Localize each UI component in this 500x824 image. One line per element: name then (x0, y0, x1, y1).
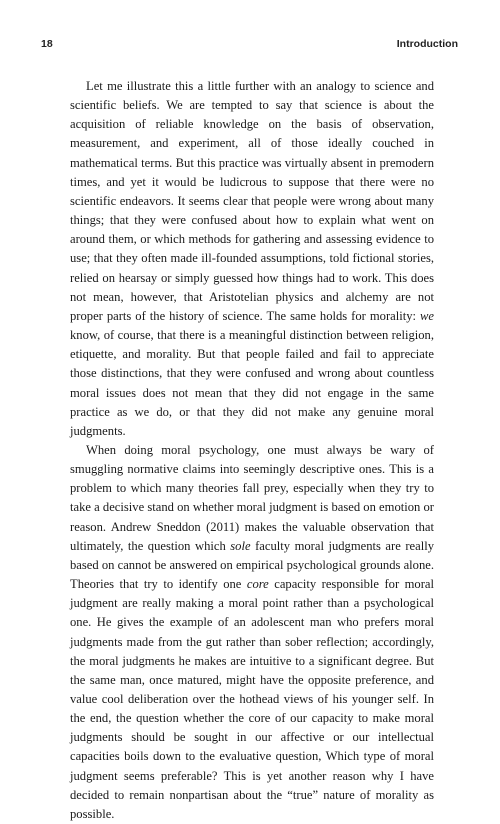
text-run: faculty moral judgments are really based on cannot be answered on empirical psychological grounds alone. Theories that try to identify one (70, 538, 434, 592)
page-number: 18 (41, 38, 53, 50)
italic-text-run: we (420, 308, 434, 323)
text-run: capacity responsible for moral judgment are really making a moral point rather than a psychological one. He gives the example of an adolescent man who prefers moral judgments made from the gut rather than sober reflection; accordingly, the moral judgments he makes are intuitive to a significant degree. But the same man, once matured, might have the opposite preference, and value cool deliberation over the hothead views of his younger self. In the end, the question whether the core of our capacity to make moral judgments should be sought in our affective or our intellectual capacities boils down to the evaluative question, Which type of moral judgment seems preferable? This is yet another reason why I have decided to remain nonpartisan about the “true” nature of morality as possible. (70, 577, 434, 821)
text-run: Let me illustrate this a little further with an analogy to science and scientific beliefs. We are tempted to say that science is about the acquisition of reliable knowledge on the basis of observation, measurement, and experiment, all of those ideally couched in mathematical terms. But this practice was virtually absent in premodern times, and yet it would be ludicrous to suppose that there were no scientific endeavors. It seems clear that people were wrong about many things; that they were confused about how to explain what went on around them, or which methods for gathering and assessing evidence to use; that they often made ill-founded assumptions, told fictional stories, relied on hearsay or simply guessed how things had to work. This does not mean, however, that Aristotelian physics and alchemy are not proper parts of the history of science. The same holds for morality: (70, 79, 434, 323)
text-run: When doing moral psychology, one must always be wary of smuggling normative claims into seemingly descriptive ones. This is a problem to which many theories fall prey, especially when they try to take a decisive stand on whether moral judgment is based on emotion or reason. Andrew Sneddon (2011) makes the valuable observation that ultimately, the question which (70, 442, 434, 553)
running-head: Introduction (396, 38, 458, 50)
paragraph (70, 441, 434, 824)
body-text (70, 77, 434, 824)
page-header (41, 38, 458, 54)
italic-text-run: sole (230, 538, 251, 553)
paragraph (70, 77, 434, 441)
text-run: know, of course, that there is a meaningful distinction between religion, etiquette, and morality. But that people failed and fail to appreciate those distinctions, that they were confused and wrong about countless moral issues does not mean that they did not engage in the same practice as we do, or that they did not make any genuine moral judgments. (70, 328, 434, 438)
italic-text-run: core (246, 577, 269, 592)
